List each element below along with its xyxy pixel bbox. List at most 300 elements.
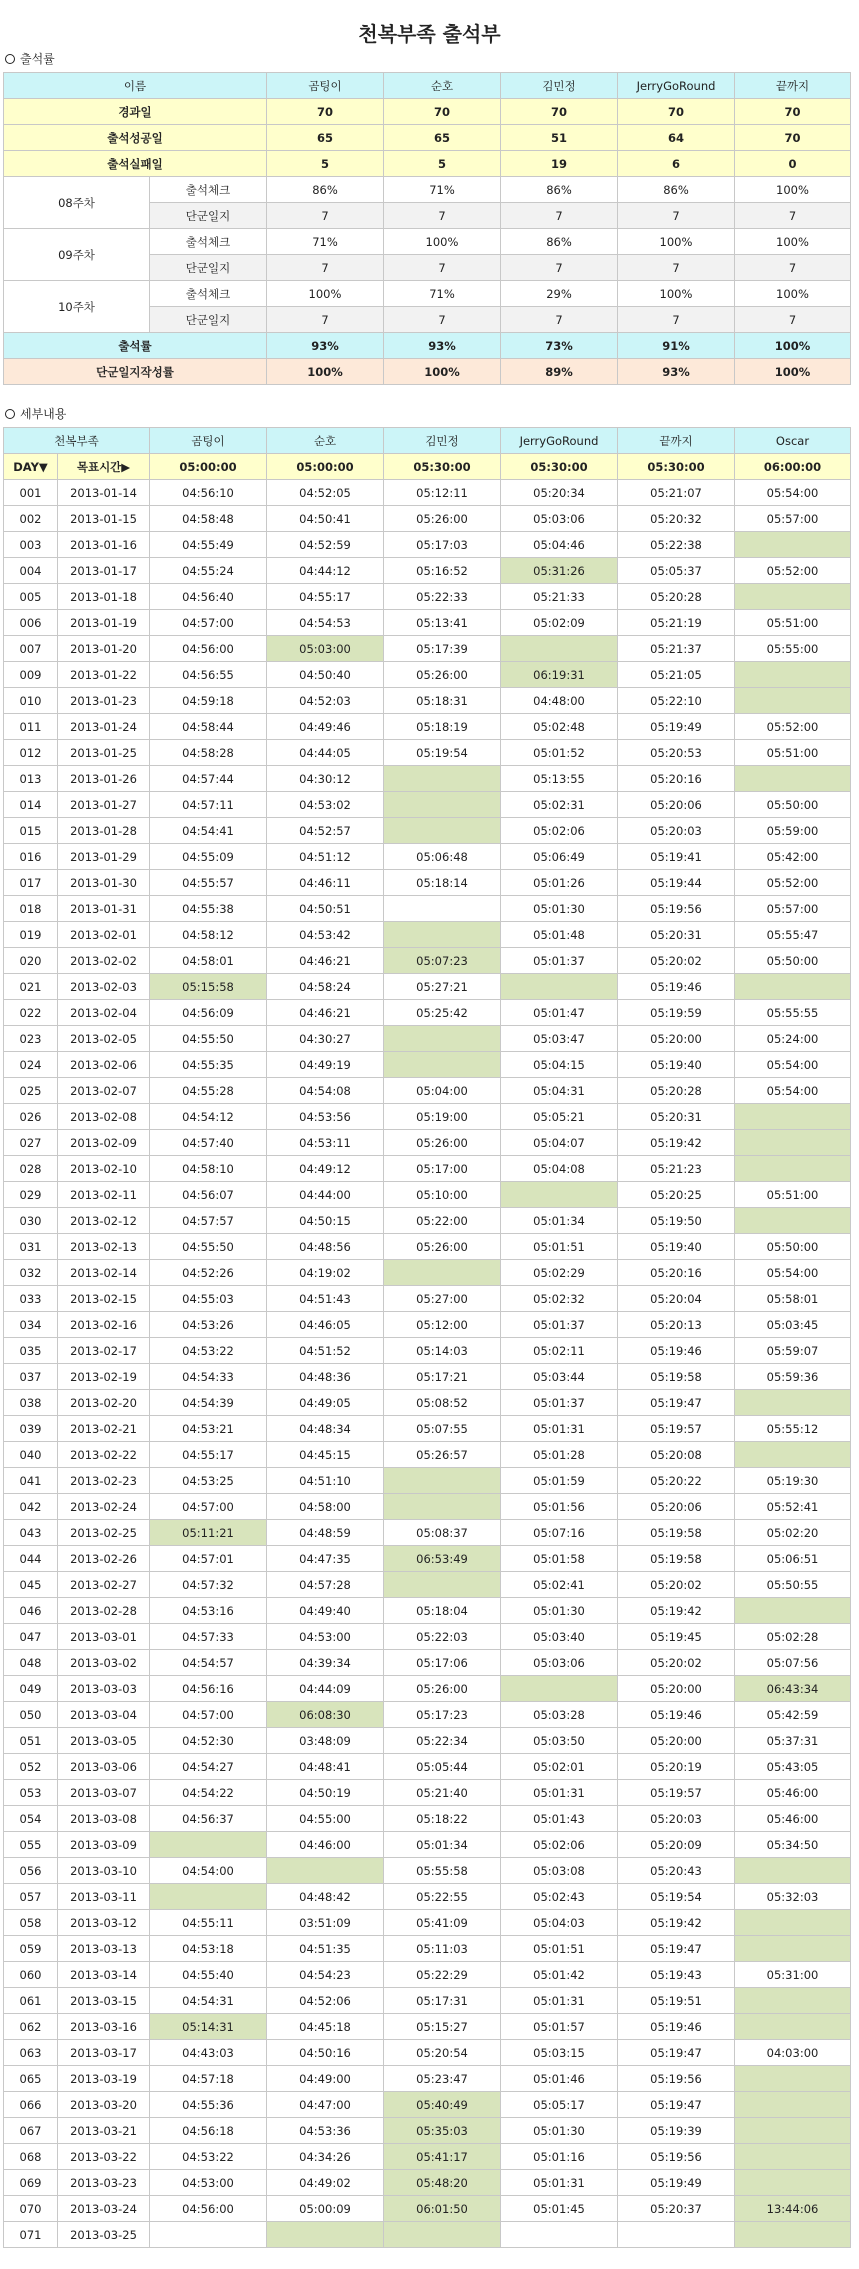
time-cell: 04:53:11 [267, 1130, 384, 1156]
summary-value: 64 [618, 125, 735, 151]
time-cell: 05:20:16 [618, 766, 735, 792]
date: 2013-02-22 [58, 1442, 150, 1468]
time-cell [618, 2222, 735, 2248]
time-cell: 05:37:31 [735, 1728, 851, 1754]
time-cell: 04:54:57 [150, 1650, 267, 1676]
time-cell: 05:31:00 [735, 1962, 851, 1988]
time-cell: 04:56:18 [150, 2118, 267, 2144]
date: 2013-02-09 [58, 1130, 150, 1156]
time-cell: 04:50:19 [267, 1780, 384, 1806]
target-time: 05:30:00 [618, 454, 735, 480]
time-cell: 05:02:01 [501, 1754, 618, 1780]
table-row [4, 1234, 851, 1260]
time-cell: 04:54:23 [267, 1962, 384, 1988]
time-cell: 04:58:24 [267, 974, 384, 1000]
time-cell: 05:54:00 [735, 1078, 851, 1104]
time-cell: 04:56:10 [150, 480, 267, 506]
table-row [4, 2014, 851, 2040]
time-cell: 05:01:37 [501, 1312, 618, 1338]
week-label: 09주차 [4, 229, 150, 281]
time-cell: 05:17:23 [384, 1702, 501, 1728]
time-cell: 05:01:28 [501, 1442, 618, 1468]
time-cell: 04:57:11 [150, 792, 267, 818]
week-check-row [4, 281, 851, 307]
table-row [4, 1806, 851, 1832]
day-number: 006 [4, 610, 58, 636]
time-cell: 04:59:18 [150, 688, 267, 714]
table-row [4, 1884, 851, 1910]
date: 2013-02-05 [58, 1026, 150, 1052]
summary-value: 51 [501, 125, 618, 151]
diary-label: 단군일지 [150, 307, 267, 333]
time-cell: 13:44:06 [735, 2196, 851, 2222]
time-cell: 06:01:50 [384, 2196, 501, 2222]
day-number: 031 [4, 1234, 58, 1260]
time-cell: 05:17:03 [384, 532, 501, 558]
time-cell: 05:31:26 [501, 558, 618, 584]
time-cell: 04:58:00 [267, 1494, 384, 1520]
time-cell [384, 818, 501, 844]
time-cell [735, 1936, 851, 1962]
date: 2013-01-31 [58, 896, 150, 922]
time-cell: 06:08:30 [267, 1702, 384, 1728]
time-cell: 05:21:23 [618, 1156, 735, 1182]
day-number: 011 [4, 714, 58, 740]
time-cell: 05:34:50 [735, 1832, 851, 1858]
time-cell: 04:48:34 [267, 1416, 384, 1442]
time-cell: 05:13:55 [501, 766, 618, 792]
day-number: 055 [4, 1832, 58, 1858]
date: 2013-03-05 [58, 1728, 150, 1754]
day-number: 039 [4, 1416, 58, 1442]
day-number: 004 [4, 558, 58, 584]
time-cell: 05:05:21 [501, 1104, 618, 1130]
time-cell: 05:01:34 [501, 1208, 618, 1234]
table-row [4, 1754, 851, 1780]
time-cell: 05:19:49 [618, 714, 735, 740]
time-cell: 05:02:28 [735, 1624, 851, 1650]
time-cell: 04:49:02 [267, 2170, 384, 2196]
time-cell: 04:57:28 [267, 1572, 384, 1598]
time-cell: 05:20:31 [618, 922, 735, 948]
time-cell: 05:35:03 [384, 2118, 501, 2144]
time-cell: 05:20:53 [618, 740, 735, 766]
date: 2013-01-30 [58, 870, 150, 896]
day-number: 002 [4, 506, 58, 532]
table-row [4, 1182, 851, 1208]
table-row [4, 1624, 851, 1650]
time-cell: 04:19:02 [267, 1260, 384, 1286]
day-number: 070 [4, 2196, 58, 2222]
day-number: 009 [4, 662, 58, 688]
time-cell [501, 1182, 618, 1208]
attendance-detail-table [3, 427, 851, 2248]
table-row [4, 1130, 851, 1156]
time-cell: 05:10:00 [384, 1182, 501, 1208]
member-header: 끝까지 [735, 73, 851, 99]
time-cell: 05:22:55 [384, 1884, 501, 1910]
time-cell [384, 1572, 501, 1598]
day-number: 050 [4, 1702, 58, 1728]
member-header: 곰팅이 [150, 428, 267, 454]
time-cell: 05:20:02 [618, 1572, 735, 1598]
time-cell: 04:54:08 [267, 1078, 384, 1104]
time-cell: 04:50:40 [267, 662, 384, 688]
day-number: 052 [4, 1754, 58, 1780]
day-number: 015 [4, 818, 58, 844]
time-cell: 05:55:58 [384, 1858, 501, 1884]
time-cell: 05:20:34 [501, 480, 618, 506]
tribe-header: 천복부족 [4, 428, 150, 454]
member-header: Oscar [735, 428, 851, 454]
time-cell: 05:22:33 [384, 584, 501, 610]
time-cell: 05:20:08 [618, 1442, 735, 1468]
time-cell: 05:19:50 [618, 1208, 735, 1234]
target-label: 목표시간▶ [58, 454, 150, 480]
time-cell: 05:19:59 [618, 1000, 735, 1026]
time-cell: 04:39:34 [267, 1650, 384, 1676]
time-cell: 05:02:29 [501, 1260, 618, 1286]
day-number: 063 [4, 2040, 58, 2066]
time-cell: 05:02:31 [501, 792, 618, 818]
time-cell: 05:05:37 [618, 558, 735, 584]
diary-value: 7 [267, 307, 384, 333]
table-row [4, 1468, 851, 1494]
time-cell: 05:58:01 [735, 1286, 851, 1312]
table-row [4, 1052, 851, 1078]
time-cell: 05:50:00 [735, 1234, 851, 1260]
time-cell: 05:17:06 [384, 1650, 501, 1676]
target-time: 06:00:00 [735, 454, 851, 480]
day-number: 007 [4, 636, 58, 662]
date: 2013-01-29 [58, 844, 150, 870]
time-cell: 05:20:16 [618, 1260, 735, 1286]
time-cell: 05:21:07 [618, 480, 735, 506]
time-cell: 05:04:03 [501, 1910, 618, 1936]
table-row [4, 2118, 851, 2144]
date: 2013-03-08 [58, 1806, 150, 1832]
time-cell: 05:01:31 [501, 2170, 618, 2196]
summary-header-row [4, 73, 851, 99]
time-cell: 04:57:00 [150, 1494, 267, 1520]
date: 2013-02-19 [58, 1364, 150, 1390]
time-cell: 04:49:05 [267, 1390, 384, 1416]
date: 2013-02-07 [58, 1078, 150, 1104]
time-cell [735, 2118, 851, 2144]
circle-icon [5, 409, 15, 419]
time-cell: 05:20:37 [618, 2196, 735, 2222]
time-cell: 05:17:39 [384, 636, 501, 662]
time-cell: 04:53:36 [267, 2118, 384, 2144]
rate-value: 91% [618, 333, 735, 359]
time-cell: 05:20:32 [618, 506, 735, 532]
summary-value: 70 [735, 99, 851, 125]
time-cell: 05:03:44 [501, 1364, 618, 1390]
date: 2013-02-21 [58, 1416, 150, 1442]
time-cell [501, 636, 618, 662]
time-cell: 05:21:37 [618, 636, 735, 662]
table-row [4, 1286, 851, 1312]
target-time: 05:00:00 [267, 454, 384, 480]
time-cell [384, 1052, 501, 1078]
time-cell: 05:01:16 [501, 2144, 618, 2170]
date: 2013-03-04 [58, 1702, 150, 1728]
time-cell: 05:03:40 [501, 1624, 618, 1650]
table-row [4, 1078, 851, 1104]
table-row [4, 766, 851, 792]
time-cell: 04:51:43 [267, 1286, 384, 1312]
time-cell [384, 922, 501, 948]
day-sort-label: DAY▼ [4, 454, 58, 480]
time-cell: 04:44:05 [267, 740, 384, 766]
time-cell: 05:20:25 [618, 1182, 735, 1208]
target-time: 05:00:00 [150, 454, 267, 480]
table-row [4, 948, 851, 974]
time-cell: 05:02:06 [501, 818, 618, 844]
day-number: 037 [4, 1364, 58, 1390]
check-value: 86% [501, 177, 618, 203]
check-value: 71% [267, 229, 384, 255]
time-cell [735, 1208, 851, 1234]
date: 2013-03-20 [58, 2092, 150, 2118]
time-cell: 05:22:10 [618, 688, 735, 714]
summary-value: 70 [384, 99, 501, 125]
time-cell: 05:04:07 [501, 1130, 618, 1156]
date: 2013-03-12 [58, 1910, 150, 1936]
time-cell: 05:43:05 [735, 1754, 851, 1780]
time-cell: 04:52:05 [267, 480, 384, 506]
time-cell: 04:54:41 [150, 818, 267, 844]
time-cell: 05:08:37 [384, 1520, 501, 1546]
time-cell: 05:01:30 [501, 896, 618, 922]
time-cell: 05:20:19 [618, 1754, 735, 1780]
time-cell: 05:22:03 [384, 1624, 501, 1650]
time-cell: 04:48:56 [267, 1234, 384, 1260]
date: 2013-03-01 [58, 1624, 150, 1650]
target-row [4, 454, 851, 480]
time-cell: 05:03:50 [501, 1728, 618, 1754]
check-label: 출석체크 [150, 177, 267, 203]
table-row [4, 2066, 851, 2092]
time-cell: 03:51:09 [267, 1910, 384, 1936]
time-cell: 04:43:03 [150, 2040, 267, 2066]
check-value: 29% [501, 281, 618, 307]
time-cell: 05:19:44 [618, 870, 735, 896]
time-cell: 05:50:55 [735, 1572, 851, 1598]
time-cell: 05:19:40 [618, 1052, 735, 1078]
time-cell: 05:22:00 [384, 1208, 501, 1234]
date: 2013-01-20 [58, 636, 150, 662]
time-cell: 05:01:30 [501, 2118, 618, 2144]
time-cell: 05:19:43 [618, 1962, 735, 1988]
week-check-row [4, 177, 851, 203]
time-cell: 05:19:42 [618, 1130, 735, 1156]
time-cell: 04:45:18 [267, 2014, 384, 2040]
table-row [4, 2196, 851, 2222]
time-cell: 05:07:23 [384, 948, 501, 974]
time-cell: 04:56:37 [150, 1806, 267, 1832]
table-row [4, 1598, 851, 1624]
time-cell: 05:52:41 [735, 1494, 851, 1520]
diary-rate-value: 89% [501, 359, 618, 385]
time-cell: 04:53:56 [267, 1104, 384, 1130]
date: 2013-01-23 [58, 688, 150, 714]
time-cell: 05:20:03 [618, 818, 735, 844]
table-row [4, 2144, 851, 2170]
time-cell: 05:51:00 [735, 1182, 851, 1208]
date: 2013-02-03 [58, 974, 150, 1000]
time-cell: 05:12:11 [384, 480, 501, 506]
table-row [4, 714, 851, 740]
diary-value: 7 [618, 203, 735, 229]
time-cell: 05:41:17 [384, 2144, 501, 2170]
summary-value: 70 [267, 99, 384, 125]
time-cell: 05:03:15 [501, 2040, 618, 2066]
time-cell: 05:01:37 [501, 1390, 618, 1416]
diary-value: 7 [267, 255, 384, 281]
summary-value: 65 [267, 125, 384, 151]
time-cell [735, 1598, 851, 1624]
time-cell: 05:01:31 [501, 1416, 618, 1442]
time-cell: 05:20:04 [618, 1286, 735, 1312]
time-cell: 04:54:00 [150, 1858, 267, 1884]
table-row [4, 922, 851, 948]
day-number: 067 [4, 2118, 58, 2144]
check-value: 100% [618, 281, 735, 307]
date: 2013-02-13 [58, 1234, 150, 1260]
time-cell [384, 896, 501, 922]
table-row [4, 1338, 851, 1364]
check-label: 출석체크 [150, 281, 267, 307]
time-cell [735, 2170, 851, 2196]
table-row [4, 1728, 851, 1754]
time-cell [384, 792, 501, 818]
member-header: 곰팅이 [267, 73, 384, 99]
table-row [4, 1676, 851, 1702]
time-cell: 05:03:06 [501, 506, 618, 532]
table-row [4, 896, 851, 922]
day-number: 001 [4, 480, 58, 506]
time-cell: 05:18:04 [384, 1598, 501, 1624]
time-cell: 04:56:07 [150, 1182, 267, 1208]
time-cell [735, 2014, 851, 2040]
time-cell: 05:59:36 [735, 1364, 851, 1390]
time-cell: 05:22:34 [384, 1728, 501, 1754]
diary-value: 7 [618, 255, 735, 281]
date: 2013-02-24 [58, 1494, 150, 1520]
time-cell: 04:46:05 [267, 1312, 384, 1338]
time-cell: 05:24:00 [735, 1026, 851, 1052]
time-cell: 04:56:40 [150, 584, 267, 610]
summary-value: 70 [618, 99, 735, 125]
table-row [4, 1936, 851, 1962]
time-cell: 06:19:31 [501, 662, 618, 688]
day-number: 045 [4, 1572, 58, 1598]
time-cell: 04:48:59 [267, 1520, 384, 1546]
time-cell: 05:02:11 [501, 1338, 618, 1364]
time-cell: 04:56:09 [150, 1000, 267, 1026]
time-cell: 05:17:00 [384, 1156, 501, 1182]
time-cell: 05:01:56 [501, 1494, 618, 1520]
day-number: 053 [4, 1780, 58, 1806]
time-cell: 05:01:31 [501, 1780, 618, 1806]
date: 2013-03-15 [58, 1988, 150, 2014]
time-cell: 06:43:34 [735, 1676, 851, 1702]
time-cell: 04:55:11 [150, 1910, 267, 1936]
time-cell: 04:46:21 [267, 948, 384, 974]
time-cell: 05:19:39 [618, 2118, 735, 2144]
date: 2013-02-10 [58, 1156, 150, 1182]
time-cell: 04:52:30 [150, 1728, 267, 1754]
day-number: 025 [4, 1078, 58, 1104]
summary-value: 5 [384, 151, 501, 177]
time-cell: 05:19:58 [618, 1364, 735, 1390]
time-cell: 04:54:22 [150, 1780, 267, 1806]
time-cell: 05:02:20 [735, 1520, 851, 1546]
member-header: 끝까지 [618, 428, 735, 454]
time-cell: 04:47:00 [267, 2092, 384, 2118]
time-cell [735, 1390, 851, 1416]
check-value: 100% [735, 281, 851, 307]
summary-label: 출석실패일 [4, 151, 267, 177]
time-cell: 04:58:48 [150, 506, 267, 532]
diary-value: 7 [501, 203, 618, 229]
time-cell [735, 2222, 851, 2248]
time-cell [150, 1884, 267, 1910]
time-cell: 05:20:00 [618, 1026, 735, 1052]
table-row [4, 870, 851, 896]
time-cell: 05:51:00 [735, 610, 851, 636]
time-cell [150, 2222, 267, 2248]
time-cell: 05:01:51 [501, 1234, 618, 1260]
diary-value: 7 [735, 203, 851, 229]
date: 2013-01-26 [58, 766, 150, 792]
day-number: 057 [4, 1884, 58, 1910]
time-cell: 04:57:01 [150, 1546, 267, 1572]
date: 2013-03-17 [58, 2040, 150, 2066]
table-row [4, 2222, 851, 2248]
time-cell: 05:19:46 [618, 974, 735, 1000]
time-cell: 05:15:27 [384, 2014, 501, 2040]
day-number: 019 [4, 922, 58, 948]
table-row [4, 1208, 851, 1234]
time-cell: 04:49:40 [267, 1598, 384, 1624]
table-row [4, 506, 851, 532]
time-cell: 05:03:47 [501, 1026, 618, 1052]
time-cell [735, 974, 851, 1000]
time-cell: 05:02:43 [501, 1884, 618, 1910]
day-number: 054 [4, 1806, 58, 1832]
table-row [4, 532, 851, 558]
time-cell: 05:19:58 [618, 1520, 735, 1546]
time-cell: 05:01:48 [501, 922, 618, 948]
day-number: 018 [4, 896, 58, 922]
circle-icon [5, 54, 15, 64]
time-cell: 04:55:50 [150, 1234, 267, 1260]
date: 2013-02-08 [58, 1104, 150, 1130]
time-cell: 05:08:52 [384, 1390, 501, 1416]
time-cell [384, 1260, 501, 1286]
table-row [4, 2040, 851, 2066]
time-cell: 04:53:22 [150, 2144, 267, 2170]
date: 2013-01-19 [58, 610, 150, 636]
time-cell: 04:53:26 [150, 1312, 267, 1338]
day-number: 017 [4, 870, 58, 896]
time-cell: 05:20:28 [618, 584, 735, 610]
day-number: 068 [4, 2144, 58, 2170]
time-cell: 04:58:12 [150, 922, 267, 948]
date: 2013-03-23 [58, 2170, 150, 2196]
